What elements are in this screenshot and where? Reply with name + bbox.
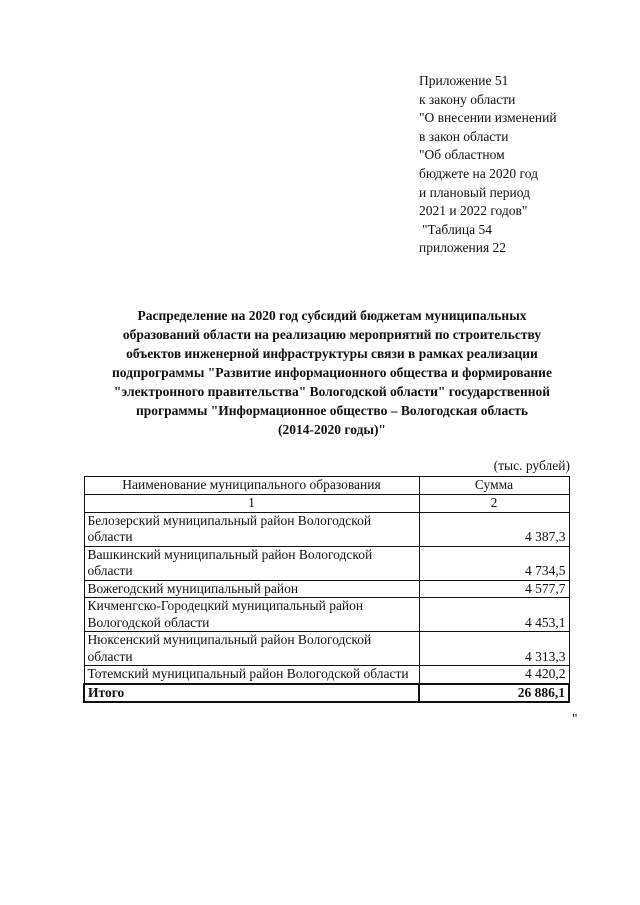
table-row [84,632,569,666]
title-line: программы "Информационное общество – Вологодская область [136,403,528,418]
document-title [80,306,584,439]
amount-cell: 4 453,1 [419,598,569,632]
header-amount: Сумма [419,477,569,495]
amount-cell: 4 313,3 [419,632,569,666]
total-label: Итого [84,684,419,703]
amount-cell: 4 420,2 [419,666,569,684]
title-line: "электронного правительства" Вологодской области" государственной [113,384,551,399]
amount-cell: 4 577,7 [419,580,569,598]
appendix-line: приложения 22 [419,240,507,256]
column-number: 1 [84,495,419,513]
units-label: (тыс. рублей) [493,458,570,473]
appendix-line: "Об областном [419,147,505,163]
table-row [84,598,569,632]
amount-cell: 4 734,5 [419,546,569,580]
table-header-row [84,477,569,495]
header-name: Наименование муниципального образования [84,477,419,495]
appendix-line: и плановый период [419,184,530,200]
column-number: 2 [419,495,569,513]
closing-quote: " [572,711,578,726]
table-row [84,580,569,598]
amount-cell: 4 387,3 [419,512,569,546]
appendix-line: в закон области [419,128,509,144]
total-row [84,684,569,703]
appendix-line: бюджете на 2020 год [419,165,538,181]
appendix-line: Приложение 51 [419,73,509,88]
distribution-table [83,476,570,703]
appendix-reference [419,72,619,258]
title-line: Распределение на 2020 год субсидий бюджетам муниципальных [137,308,527,323]
total-amount: 26 886,1 [419,684,569,703]
column-number-row [84,495,569,513]
appendix-line: к закону области [419,91,516,107]
table-row [84,666,569,684]
municipality-name: Тотемский муниципальный район Вологодской области [84,666,419,684]
appendix-line: "О внесении изменений [419,110,557,126]
title-line: образований области на реализацию мероприятий по строительству [122,327,542,342]
municipality-name: Белозерский муниципальный район Вологодской области [84,512,419,546]
municipality-name: Нюксенский муниципальный район Вологодской области [84,632,419,666]
appendix-line: "Таблица 54 [422,221,492,237]
title-line: объектов инженерной инфраструктуры связи в рамках реализации [126,346,538,361]
table-row [84,512,569,546]
municipality-name: Вашкинский муниципальный район Вологодской области [84,546,419,580]
table-row [84,546,569,580]
title-line: (2014-2020 годы)" [278,422,386,437]
municipality-name: Вожегодский муниципальный район [84,580,419,598]
municipality-name: Кичменгско-Городецкий муниципальный район Вологодской области [84,598,419,632]
appendix-line: 2021 и 2022 годов" [419,203,528,219]
title-line: подпрограммы "Развитие информационного общества и формирование [112,365,552,380]
